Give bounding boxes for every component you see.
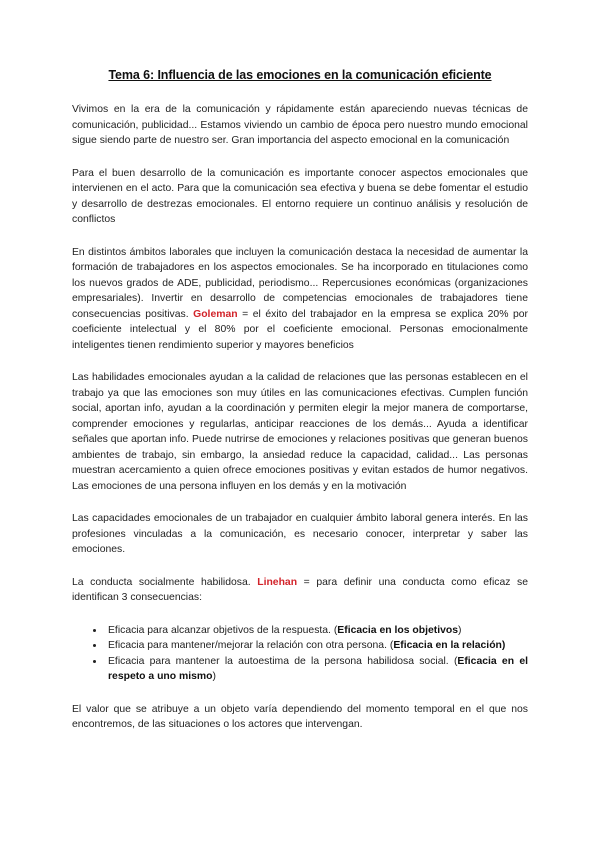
list-item-text: Eficacia para mantener/mejorar la relación con otra persona. ( (108, 640, 394, 651)
list-item-bold: Eficacia en el respeto a uno mismo (108, 655, 528, 682)
paragraph-emotional-capacities: Las capacidades emocionales de un trabajador en cualquier ámbito laboral genera interés. En las profesiones vinculadas a la comunicación, es necesario conocer, interpretar y saber las emociones. (72, 513, 528, 555)
paragraph-linehan-text-before: La conducta socialmente habilidosa. (72, 576, 258, 588)
paragraph-goleman (72, 245, 528, 354)
paragraph-goleman-text-after: = el éxito del trabajador en la empresa se explica 20% por coeficiente intelectual y el 80% por el coeficiente emocional. Personas emocionalmente inteligentes tienen rendimiento superior y mayores beneficios (72, 308, 528, 351)
list-item-bold: Eficacia en los objetivos (337, 624, 458, 636)
list-item (105, 623, 528, 639)
paragraph-development: Para el buen desarrollo de la comunicación es importante conocer aspectos emocionales que intervienen en el acto. Para que la comunicación sea efectiva y buena se debe fomentar el estudio y desarrollo de destrezas emocionales. El entorno requiere un continuo análisis y resolución de conflictos (72, 167, 528, 225)
paragraph-emotional-skills: Las habilidades emocionales ayudan a la calidad de relaciones que las personas establecen en el trabajo ya que las emociones son muy útiles en las comunicaciones efectivas. Cumplen función social, aportan info, ayudan a la coordinación y permiten elegir la mejor manera de comportarse, comprender emociones y regularlas, anticipar reacciones de los demás... Ayuda a identificar señales que aportan info. Puede nutrirse de emociones y relaciones positivas que generan buenos ambientes de trabajo, sin embargo, la ansiedad reduce la capacidad, calidad... Las personas muestran acercamiento a quien ofrece emociones positivas y evitan estados de humor negativos. Las emociones de una persona influyen en los demás y en la motivación (72, 372, 528, 492)
paragraph-linehan (72, 575, 528, 606)
consequences-list (72, 623, 528, 685)
list-item-text: Eficacia para alcanzar objetivos de la respuesta. ( (108, 624, 338, 636)
paragraph-linehan-text-after: = para definir una conducta como eficaz se identifican 3 consecuencias: (72, 576, 528, 603)
author-goleman: Goleman (193, 308, 238, 320)
list-item-end: ) (212, 671, 216, 682)
document-page (72, 68, 528, 750)
list-item-text: Eficacia para mantener la autoestima de la persona habilidosa social. ( (108, 655, 458, 667)
list-item (105, 638, 528, 654)
paragraph-intro: Vivimos en la era de la comunicación y rápidamente están apareciendo nuevas técnicas de comunicación, publicidad... Estamos viviendo un cambio de época pero nuestro mundo emocional sigue siendo parte de nuestro ser. Gran importancia del aspecto emocional en la comunicación (72, 104, 528, 146)
list-item (105, 654, 528, 685)
author-linehan: Linehan (257, 576, 298, 588)
document-title: Tema 6: Influencia de las emociones en la comunicación eficiente (108, 68, 492, 82)
paragraph-goleman-text-before: En distintos ámbitos laborales que incluyen la comunicación destaca la necesidad de aumentar la formación de trabajadores en los aspectos emocionales. Se ha incorporado en titulaciones como los nuevos grados de ADE, publicidad, periodismo... Repercusiones económicas (organizaciones empresariales). Invertir en desarrollo de competencias emocionales de trabajadores tiene consecuencias positivas. (72, 246, 528, 320)
paragraph-conclusion: El valor que se atribuye a un objeto varía dependiendo del momento temporal en el que nos encontremos, de las situaciones o los actores que intervengan. (72, 703, 528, 730)
list-item-bold: Eficacia en la relación) (393, 640, 506, 651)
list-item-end: ) (458, 624, 462, 636)
